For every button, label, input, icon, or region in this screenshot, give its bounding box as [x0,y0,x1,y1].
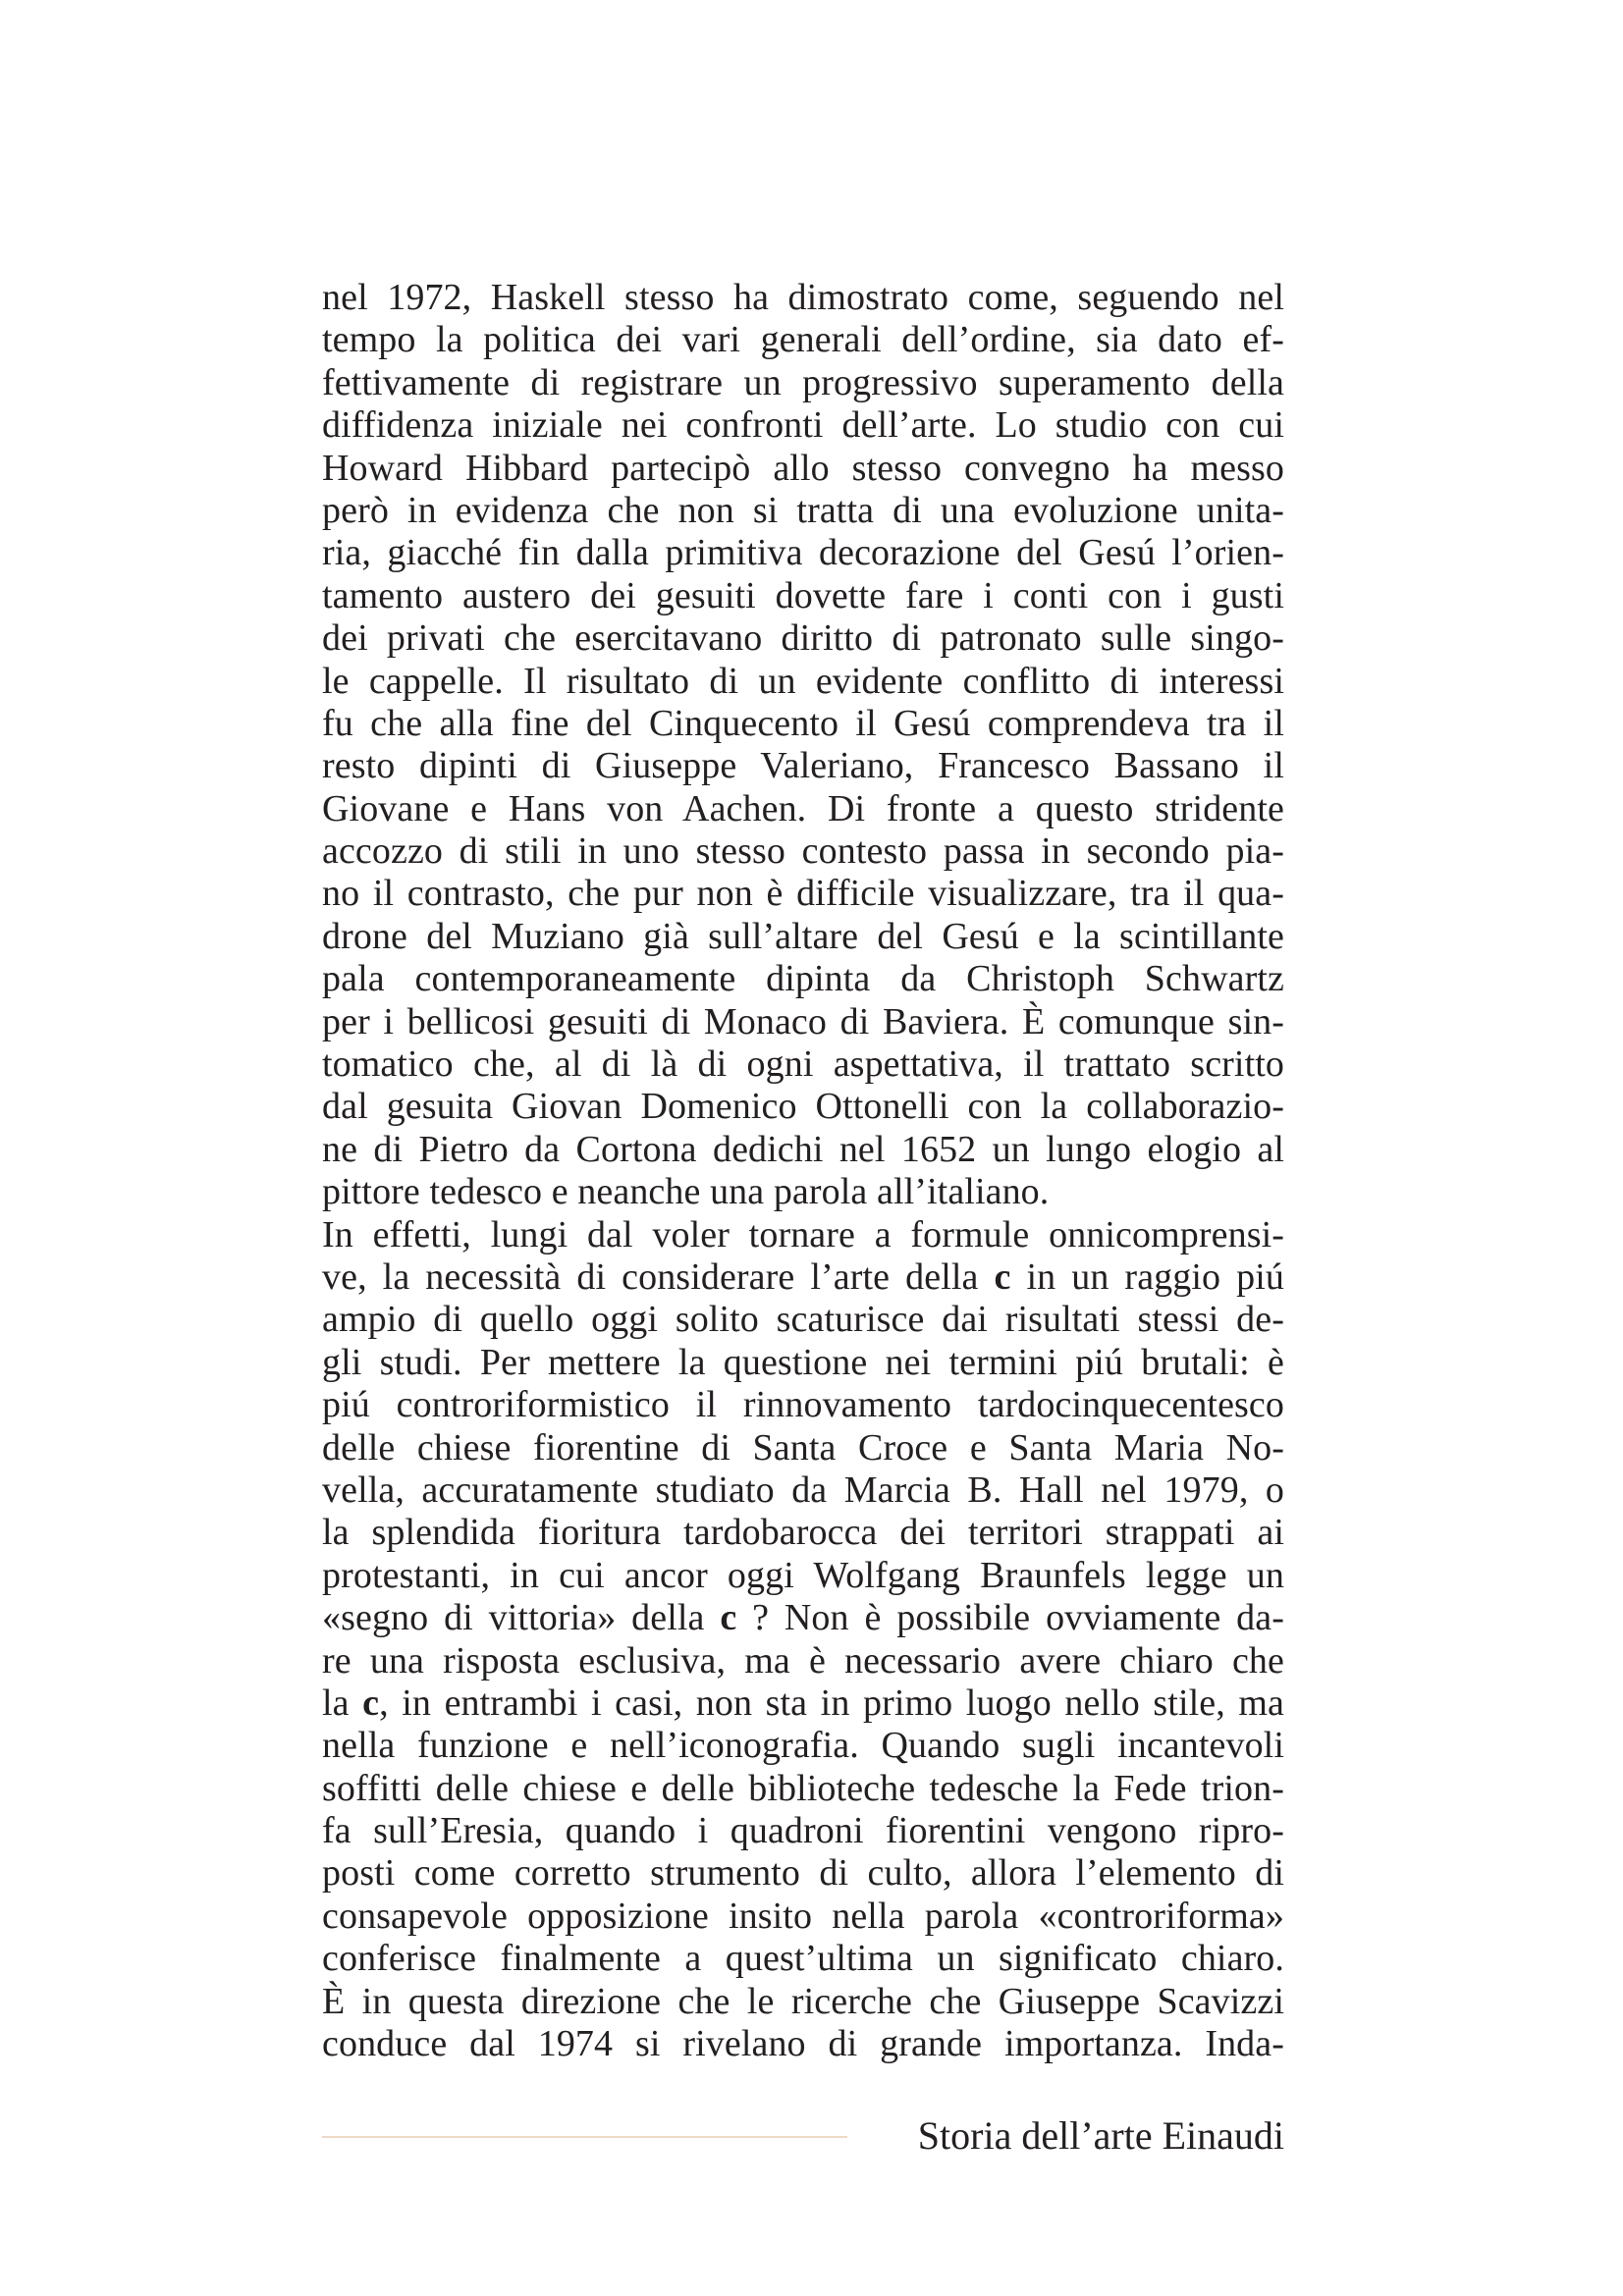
text-line: conferisce finalmente a quest’ultima un significato chiaro. [322,1938,1284,1980]
paragraph-end-line: pittore tedesco e neanche una parola all’italiano. [322,1171,1050,1213]
text-line: nella funzione e nell’iconografia. Quando sugli incantevoli [322,1725,1284,1767]
text-line: Howard Hibbard partecipò allo stesso convegno ha messo [322,447,1284,489]
text-line: delle chiese fiorentine di Santa Croce e Santa Maria No- [322,1426,1284,1468]
text-line: re una risposta esclusiva, ma è necessario avere chiaro che [322,1639,1284,1682]
text-line: protestanti, in cui ancor oggi Wolfgang Braunfels legge un [322,1554,1284,1596]
siglum-c: c [362,1682,380,1724]
text-line: ne di Pietro da Cortona dedichi nel 1652 un lungo elogio al [322,1128,1284,1170]
text-line: In effetti, lungi dal voler tornare a formule onnicomprensi- [322,1213,1284,1255]
text-line: tamento austero dei gesuiti dovette fare i conti con i gusti [322,574,1284,616]
text-line: piú controriformistico il rinnovamento tardocinquecentesco [322,1384,1284,1426]
text-line: la c, in entrambi i casi, non sta in primo luogo nello stile, ma [322,1682,1284,1724]
text-line: dei privati che esercitavano diritto di patronato sulle singo- [322,617,1284,660]
text-line: diffidenza iniziale nei confronti dell’arte. Lo studio con cui [322,404,1284,447]
text-line: gli studi. Per mettere la questione nei termini piú brutali: è [322,1341,1284,1383]
text-line: conduce dal 1974 si rivelano di grande importanza. Inda- [322,2023,1284,2065]
text-line: drone del Muziano già sull’altare del Gesú e la scintillante [322,915,1284,957]
text-line: per i bellicosi gesuiti di Monaco di Baviera. È comunque sin- [322,1000,1284,1042]
text-line: nel 1972, Haskell stesso ha dimostrato come, seguendo nel [322,277,1284,318]
text-line: accozzo di stili in uno stesso contesto passa in secondo pia- [322,830,1284,873]
text-line: no il contrasto, che pur non è difficile visualizzare, tra il qua- [322,873,1284,915]
text-line: vella, accuratamente studiato da Marcia B. Hall nel 1979, o [322,1468,1284,1511]
siglum-c: c [720,1597,737,1639]
text-line: «segno di vittoria» della c ? Non è possibile ovviamente da- [322,1597,1284,1639]
footer-rule [322,2136,847,2138]
text-line: fa sull’Eresia, quando i quadroni fiorentini vengono ripro- [322,1810,1284,1852]
text-line: È in questa direzione che le ricerche che Giuseppe Scavizzi [322,1980,1284,2022]
text-line: tomatico che, al di là di ogni aspettativa, il trattato scritto [322,1043,1284,1086]
text-line: posti come corretto strumento di culto, allora l’elemento di [322,1852,1284,1895]
text-line: però in evidenza che non si tratta di una evoluzione unita- [322,489,1284,531]
footer-title: Storia dell’arte Einaudi [917,2113,1284,2158]
text-line: ria, giacché fin dalla primitiva decorazione del Gesú l’orien- [322,532,1284,574]
body-text [322,277,1284,2065]
text-line: fettivamente di registrare un progressivo superamento della [322,361,1284,403]
text-line: soffitti delle chiese e delle biblioteche tedesche la Fede trion- [322,1767,1284,1809]
text-line: Giovane e Hans von Aachen. Di fronte a questo stridente [322,787,1284,829]
text-line: ampio di quello oggi solito scaturisce dai risultati stessi de- [322,1299,1284,1341]
text-line: la splendida fioritura tardobarocca dei territori strappati ai [322,1512,1284,1554]
siglum-c: c [994,1255,1011,1298]
text-line: fu che alla fine del Cinquecento il Gesú comprendeva tra il [322,702,1284,744]
text-line: le cappelle. Il risultato di un evidente conflitto di interessi [322,660,1284,702]
text-line: consapevole opposizione insito nella parola «controriforma» [322,1895,1284,1937]
text-line: pala contemporaneamente dipinta da Christoph Schwartz [322,958,1284,1000]
page-footer [322,2109,1284,2167]
text-line: dal gesuita Giovan Domenico Ottonelli con la collaborazio- [322,1086,1284,1128]
text-line: resto dipinti di Giuseppe Valeriano, Francesco Bassano il [322,745,1284,787]
text-line: ve, la necessità di considerare l’arte della c in un raggio piú [322,1255,1284,1298]
text-line: tempo la politica dei vari generali dell’ordine, sia dato ef- [322,319,1284,361]
